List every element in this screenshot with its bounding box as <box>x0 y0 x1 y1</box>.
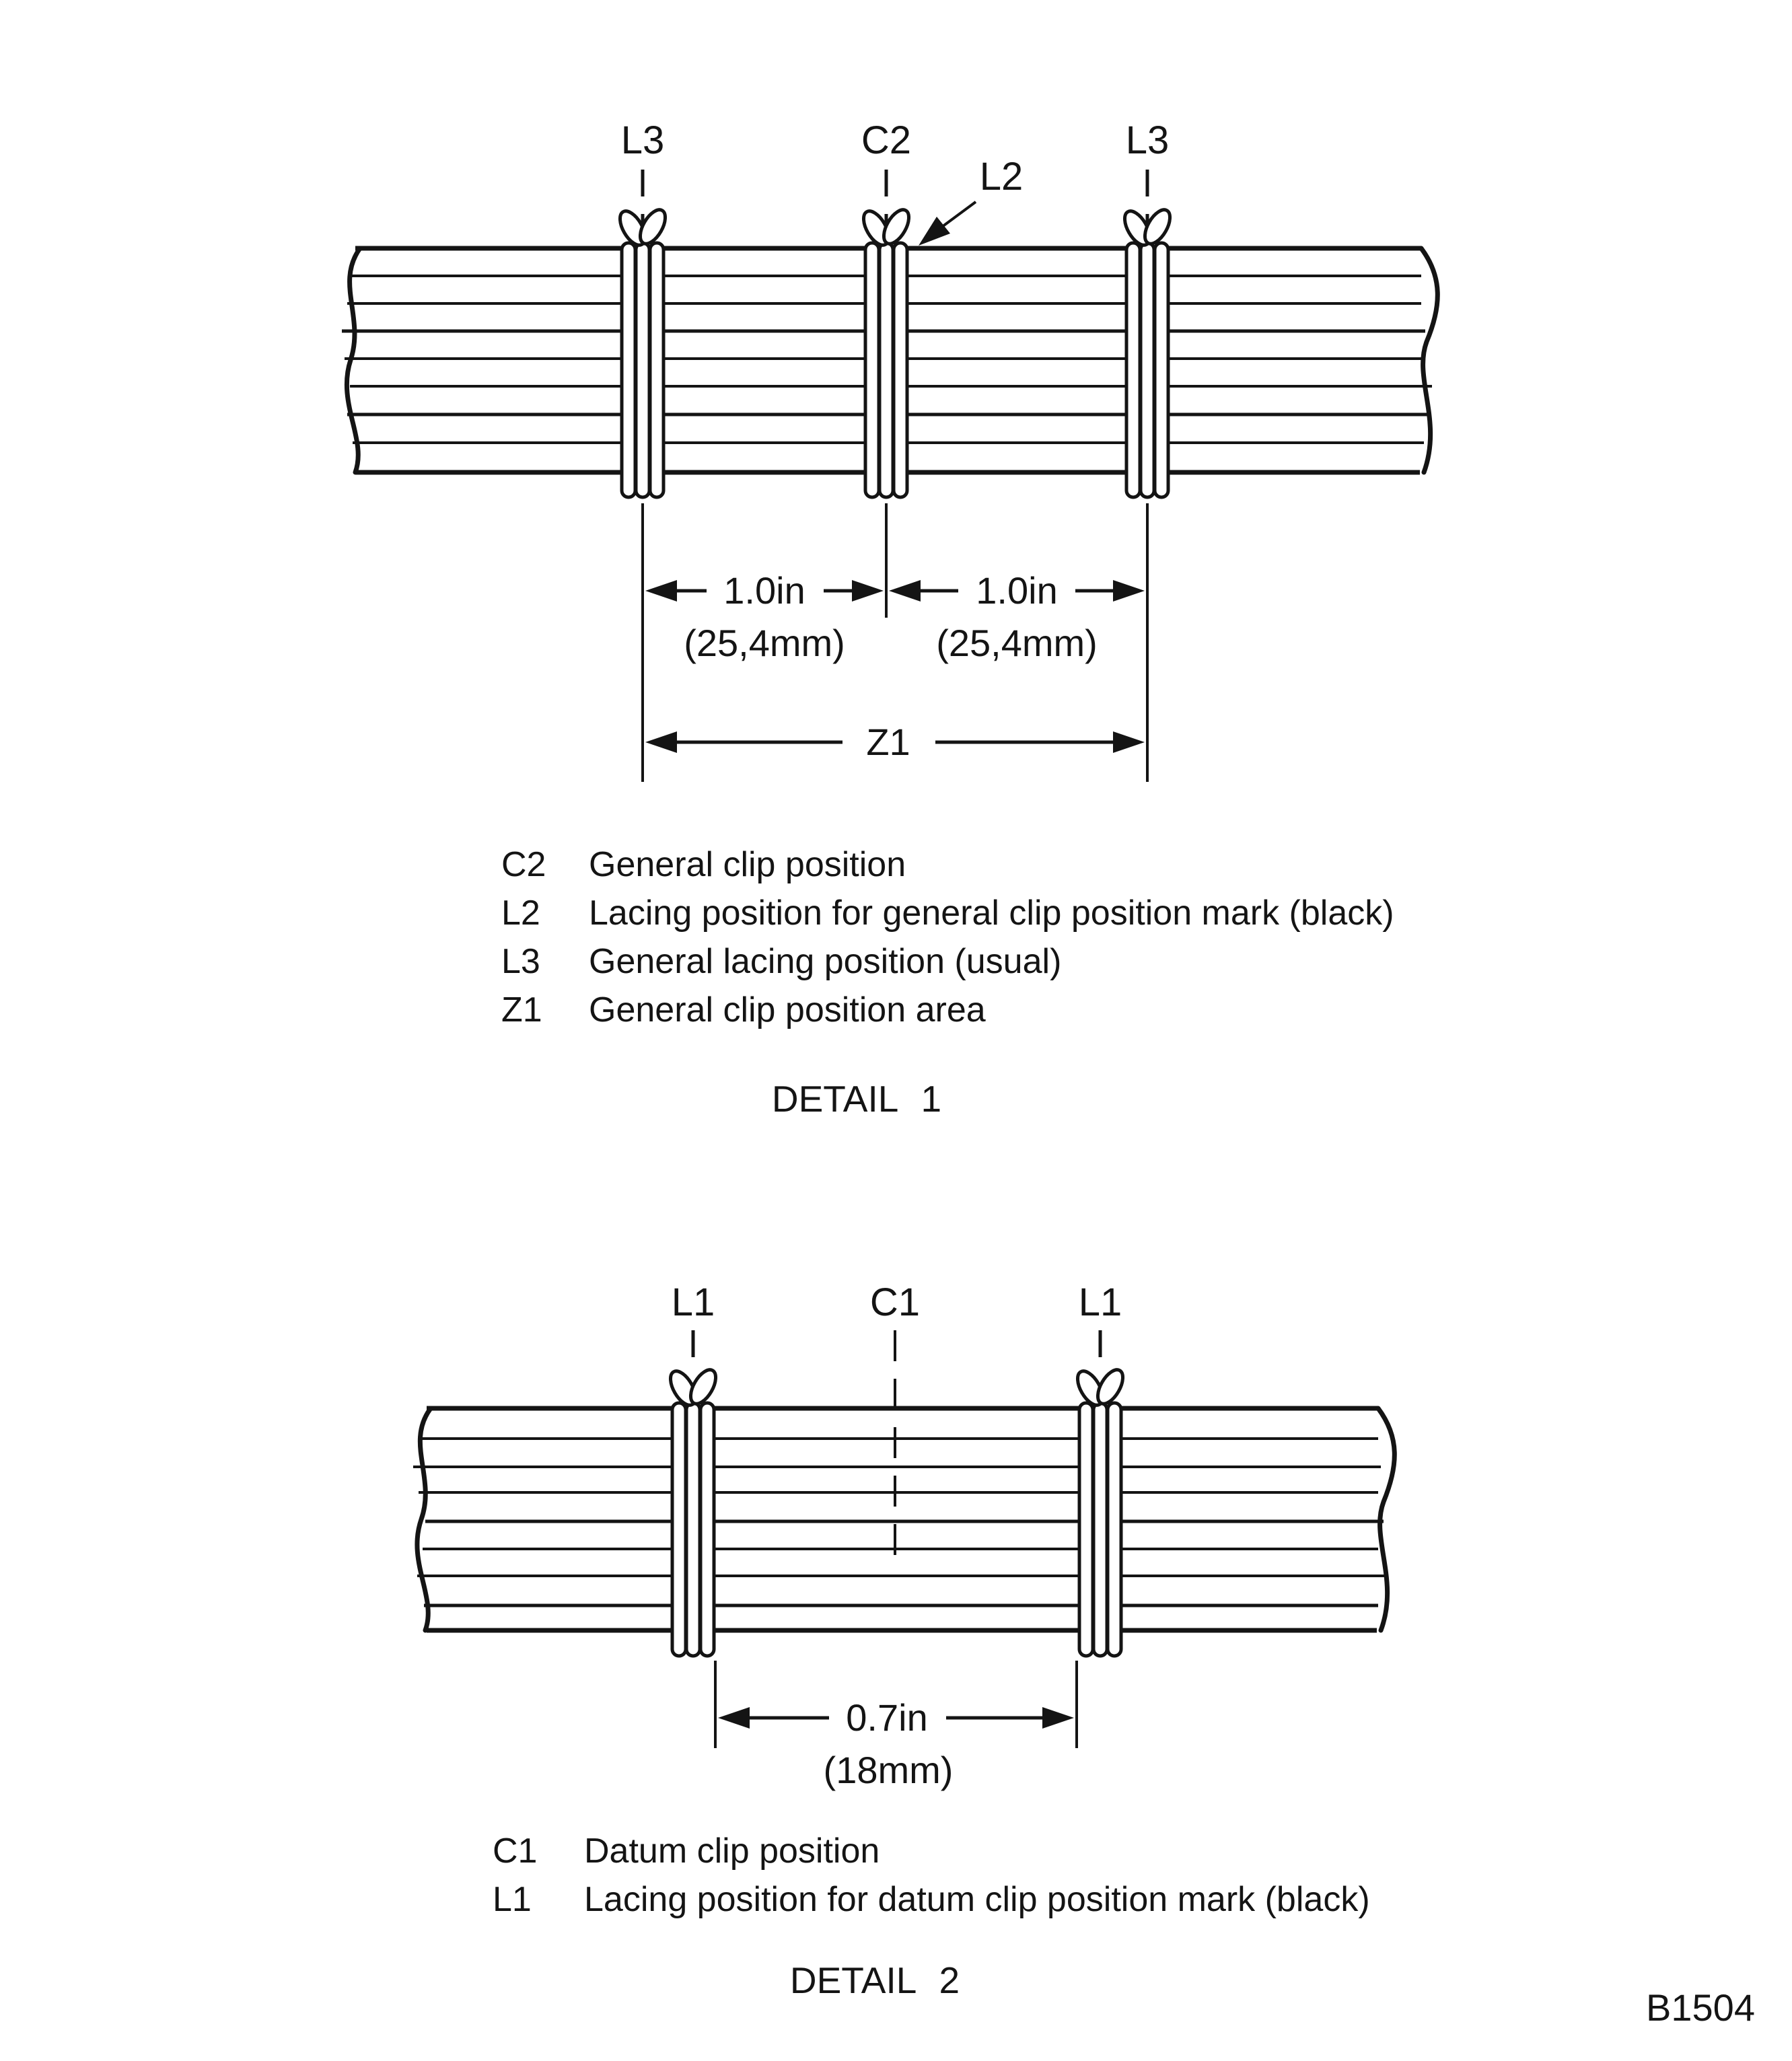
label-datum-clip: C1 <box>869 1280 921 1324</box>
dimension-metric: (25,4mm) <box>936 622 1098 664</box>
bundle-break-left <box>347 248 360 472</box>
dimension-value: 1.0in <box>723 569 805 612</box>
legend-desc: Lacing position for general clip position mark (black) <box>589 894 1394 933</box>
legend-key: Z1 <box>501 990 542 1029</box>
legend-row <box>501 942 1061 981</box>
lacing-knot-left <box>666 1366 721 1656</box>
detail-2-title: DETAIL 2 <box>789 1959 960 2001</box>
lacing-bow-icon <box>666 1366 721 1409</box>
legend-detail-1 <box>501 845 1394 1029</box>
lacing-bow-icon <box>1120 206 1175 249</box>
bundle-break-right <box>1378 1408 1394 1630</box>
legend-key: L3 <box>501 942 540 981</box>
dimension-value: 1.0in <box>976 569 1058 612</box>
lacing-bow-icon <box>1073 1366 1128 1409</box>
detail-2-diagram <box>413 1280 1394 2001</box>
dimension-metric: (18mm) <box>823 1749 954 1791</box>
dimension-value: Z1 <box>866 721 910 763</box>
label-lacing-right: L1 <box>1078 1280 1122 1324</box>
legend-key: L1 <box>493 1880 532 1919</box>
legend-row <box>493 1880 1370 1919</box>
detail-1-diagram <box>342 118 1437 1120</box>
legend-desc: General clip position <box>589 845 906 884</box>
lacing-bow-icon <box>615 206 670 249</box>
lacing-knot-right <box>1120 206 1175 497</box>
dimension-spacing-right <box>889 569 1145 664</box>
legend-row <box>501 845 906 884</box>
legend-desc: Lacing position for datum clip position mark (black) <box>584 1880 1370 1919</box>
bundle-break-right <box>1421 248 1437 472</box>
legend-row <box>501 990 986 1029</box>
legend-desc: General lacing position (usual) <box>589 942 1062 981</box>
lacing-knot-center <box>859 206 914 497</box>
legend-key: C1 <box>493 1832 538 1871</box>
detail-1-title: DETAIL 1 <box>771 1078 942 1120</box>
legend-desc: Datum clip position <box>584 1832 880 1871</box>
label-lacing-left: L3 <box>620 118 665 162</box>
legend-desc: General clip position area <box>589 990 986 1029</box>
dimension-value: 0.7in <box>846 1696 928 1739</box>
dimension-metric: (25,4mm) <box>684 622 845 664</box>
label-lacing-left: L1 <box>671 1280 715 1324</box>
legend-key: C2 <box>501 845 546 884</box>
callout-l2 <box>919 155 1023 246</box>
lacing-knot-left <box>615 206 670 497</box>
label-lacing-right: L3 <box>1125 118 1170 162</box>
callout-arrowhead-icon <box>919 217 950 246</box>
label-lacing-mark: L2 <box>979 155 1024 198</box>
lacing-bow-icon <box>859 206 914 249</box>
legend-row <box>501 894 1394 933</box>
bundle-break-left <box>417 1408 431 1630</box>
dimension-clip-area <box>645 721 1145 763</box>
dimension-spacing <box>718 1696 1074 1791</box>
legend-detail-2 <box>493 1832 1370 1919</box>
wire-bundle <box>413 1408 1394 1630</box>
lacing-knot-right <box>1073 1366 1128 1656</box>
dimension-spacing-left <box>645 569 884 664</box>
label-clip-position: C2 <box>861 118 912 162</box>
legend-key: L2 <box>501 894 540 933</box>
legend-row <box>493 1832 880 1871</box>
figure-code: B1504 <box>1646 1986 1755 2029</box>
